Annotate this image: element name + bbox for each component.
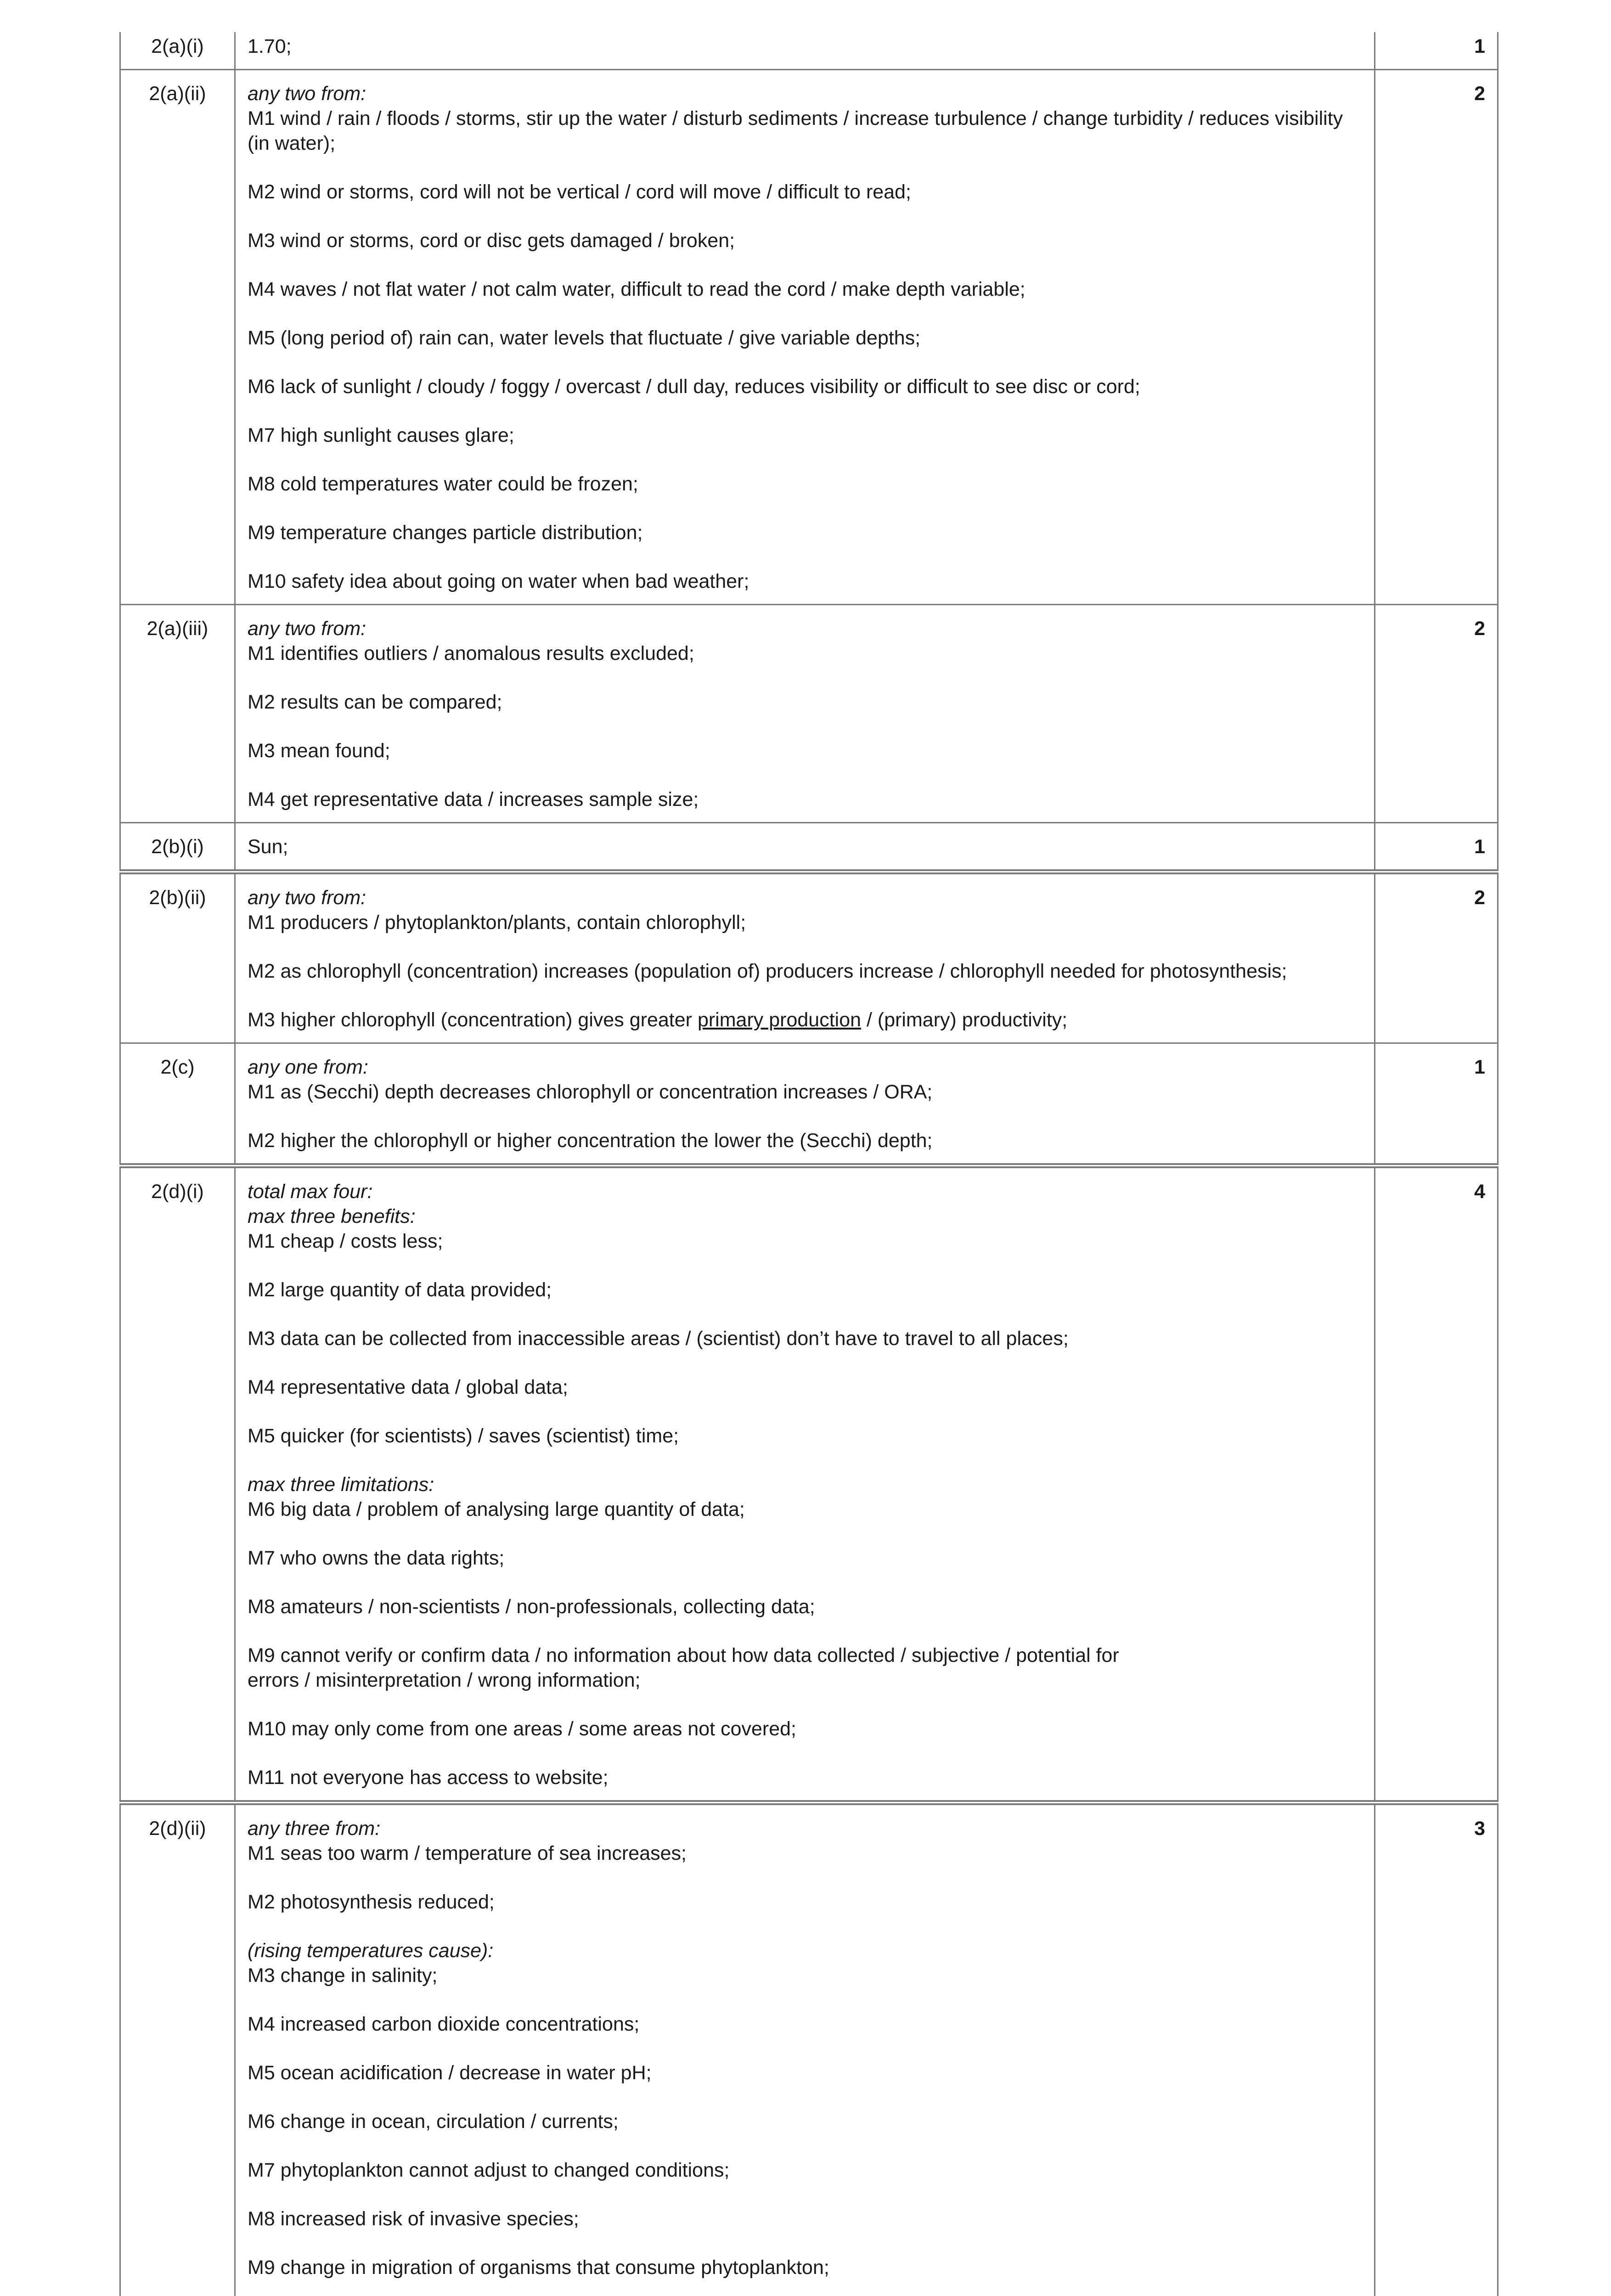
question-row	[120, 32, 1498, 70]
answer-point: M7 who owns the data rights;	[248, 1547, 505, 1569]
question-number: 2(a)(i)	[120, 32, 235, 70]
answer-point: 1.70;	[248, 35, 292, 57]
answer-point: M2 as chlorophyll (concentration) increases (population of) producers increase / chlorophyll needed for photosynthesis;	[248, 960, 1287, 982]
answer-point: M3 mean found;	[248, 740, 390, 762]
question-row	[120, 823, 1498, 872]
marks-value: 3	[1375, 1803, 1498, 2296]
answer-point: M5 ocean acidification / decrease in water pH;	[248, 2062, 652, 2084]
answer-point: M3 data can be collected from inaccessible areas / (scientist) don’t have to travel to all places;	[248, 1328, 1069, 1350]
answer-cell	[235, 605, 1375, 823]
marks-value: 1	[1375, 1043, 1498, 1166]
answer-instruction: (rising temperatures cause):	[248, 1940, 494, 1962]
answer-cell	[235, 1803, 1375, 2296]
question-number: 2(c)	[120, 1043, 235, 1166]
answer-point: M8 increased risk of invasive species;	[248, 2208, 579, 2230]
answer-point: M6 lack of sunlight / cloudy / foggy / overcast / dull day, reduces visibility or difficult to see disc or cord;	[248, 376, 1140, 398]
answer-point: M4 increased carbon dioxide concentrations;	[248, 2013, 640, 2035]
answer-point: (in water);	[248, 132, 336, 154]
answer-point: M5 quicker (for scientists) / saves (scientist) time;	[248, 1425, 679, 1447]
question-number: 2(d)(i)	[120, 1166, 235, 1803]
answer-point: errors / misinterpretation / wrong information;	[248, 1669, 641, 1691]
marks-value: 1	[1375, 32, 1498, 70]
answer-point: M6 big data / problem of analysing large quantity of data;	[248, 1498, 745, 1520]
answer-point: M9 temperature changes particle distribution;	[248, 522, 643, 544]
answer-point: M3 wind or storms, cord or disc gets damaged / broken;	[248, 230, 735, 252]
answer-text: / (primary) productivity;	[861, 1009, 1068, 1031]
answer-point: M1 cheap / costs less;	[248, 1230, 443, 1252]
answer-point: M7 high sunlight causes glare;	[248, 424, 514, 446]
answer-point: M5 (long period of) rain can, water levels that fluctuate / give variable depths;	[248, 327, 921, 349]
answer-instruction: total max four:	[248, 1181, 373, 1203]
answer-point: M4 representative data / global data;	[248, 1376, 568, 1398]
answer-cell	[235, 70, 1375, 605]
question-row	[120, 1166, 1498, 1803]
answer-cell	[235, 1043, 1375, 1166]
answer-instruction: any one from:	[248, 1056, 368, 1078]
answer-point: M2 results can be compared;	[248, 691, 502, 713]
answer-point: M2 large quantity of data provided;	[248, 1279, 552, 1301]
answer-text: M3 higher chlorophyll (concentration) gives greater	[248, 1009, 698, 1031]
answer-cell	[235, 1166, 1375, 1803]
question-row	[120, 70, 1498, 605]
answer-point: M1 producers / phytoplankton/plants, contain chlorophyll;	[248, 912, 746, 934]
answer-point: M10 safety idea about going on water when bad weather;	[248, 570, 749, 592]
answer-point: M1 seas too warm / temperature of sea increases;	[248, 1842, 687, 1864]
question-number: 2(a)(iii)	[120, 605, 235, 823]
answer-point: M9 cannot verify or confirm data / no information about how data collected / subjective / potential for	[248, 1644, 1119, 1666]
answer-point: Sun;	[248, 836, 288, 858]
answer-point: M8 cold temperatures water could be frozen;	[248, 473, 638, 495]
question-number: 2(a)(ii)	[120, 70, 235, 605]
answer-point: M3 change in salinity;	[248, 1964, 438, 1986]
answer-point: M6 change in ocean, circulation / currents;	[248, 2110, 619, 2133]
answer-point: M1 as (Secchi) depth decreases chlorophyll or concentration increases / ORA;	[248, 1081, 933, 1103]
marks-value: 2	[1375, 872, 1498, 1043]
question-row	[120, 605, 1498, 823]
answer-cell	[235, 823, 1375, 872]
answer-point: M2 photosynthesis reduced;	[248, 1891, 495, 1913]
question-row	[120, 872, 1498, 1043]
answer-point: M2 wind or storms, cord will not be vertical / cord will move / difficult to read;	[248, 181, 911, 203]
answer-point: M10 may only come from one areas / some areas not covered;	[248, 1718, 796, 1740]
answer-instruction: any three from:	[248, 1818, 381, 1840]
answer-point: M4 waves / not flat water / not calm water, difficult to read the cord / make depth variable;	[248, 278, 1025, 300]
marks-value: 2	[1375, 605, 1498, 823]
answer-cell	[235, 872, 1375, 1043]
answer-cell	[235, 32, 1375, 70]
marks-value: 4	[1375, 1166, 1498, 1803]
underlined-term: primary production	[697, 1009, 862, 1031]
question-number: 2(b)(i)	[120, 823, 235, 872]
answer-point: M7 phytoplankton cannot adjust to changed conditions;	[248, 2159, 730, 2181]
question-number: 2(d)(ii)	[120, 1803, 235, 2296]
mark-scheme-table	[119, 32, 1498, 2296]
answer-instruction: any two from:	[248, 618, 366, 640]
answer-point: M1 wind / rain / floods / storms, stir up the water / disturb sediments / increase turbulence / change turbidity / reduces visibility	[248, 107, 1343, 129]
answer-point: M2 higher the chlorophyll or higher concentration the lower the (Secchi) depth;	[248, 1130, 933, 1152]
question-row	[120, 1803, 1498, 2296]
answer-instruction: any two from:	[248, 83, 366, 105]
marks-value: 2	[1375, 70, 1498, 605]
answer-point: M4 get representative data / increases sample size;	[248, 788, 699, 810]
question-row	[120, 1043, 1498, 1166]
answer-point	[248, 1007, 1362, 1032]
answer-instruction: any two from:	[248, 887, 366, 909]
answer-point: M11 not everyone has access to website;	[248, 1767, 608, 1789]
answer-instruction: max three limitations:	[248, 1474, 434, 1496]
answer-point: M8 amateurs / non-scientists / non-professionals, collecting data;	[248, 1596, 815, 1618]
mark-scheme-body	[120, 32, 1498, 2296]
answer-instruction: max three benefits:	[248, 1205, 416, 1227]
question-number: 2(b)(ii)	[120, 872, 235, 1043]
answer-point: M9 change in migration of organisms that consume phytoplankton;	[248, 2257, 829, 2279]
marks-value: 1	[1375, 823, 1498, 872]
answer-point: M1 identifies outliers / anomalous results excluded;	[248, 642, 694, 664]
